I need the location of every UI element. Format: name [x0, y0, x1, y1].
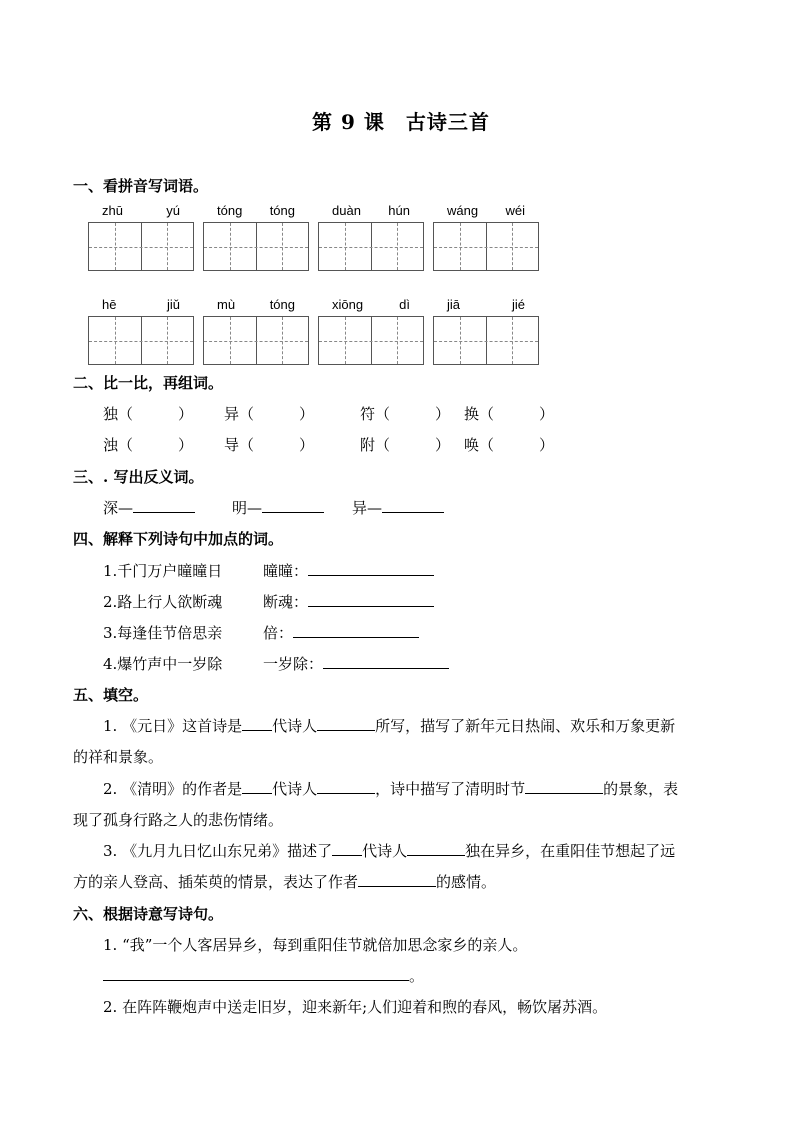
- word-explain: 一岁除：: [263, 653, 449, 674]
- writing-grid[interactable]: [433, 222, 539, 271]
- pinyin-text: tóng: [269, 203, 295, 218]
- section6-heading: 六、根据诗意写诗句。: [73, 905, 224, 923]
- fill-q1-line2: 的祥和景象。: [73, 748, 164, 766]
- answer-blank[interactable]: [293, 623, 419, 638]
- pinyin-text: dì: [399, 297, 410, 312]
- section3-heading: 三、. 写出反义词。: [73, 468, 204, 486]
- antonym-item: 明—: [232, 497, 324, 518]
- poem-write-answer: 。: [103, 965, 424, 986]
- pinyin-pair: [217, 297, 295, 312]
- answer-blank[interactable]: [358, 872, 436, 887]
- pinyin-text: wéi: [505, 203, 525, 218]
- pinyin-text: hún: [388, 203, 410, 218]
- answer-blank[interactable]: [308, 561, 434, 576]
- answer-blank[interactable]: [242, 716, 272, 731]
- section5-heading: 五、填空。: [73, 686, 149, 704]
- writing-grid[interactable]: [88, 316, 194, 365]
- pinyin-pair: [102, 297, 180, 312]
- pinyin-text: jié: [511, 297, 525, 312]
- writing-grid[interactable]: [203, 222, 309, 271]
- poem-line: 3.每逢佳节倍思亲: [103, 624, 223, 642]
- writing-grid[interactable]: [433, 316, 539, 365]
- pinyin-pair: [332, 203, 410, 218]
- compare-item: 唤（ ）: [464, 436, 555, 454]
- pinyin-pair: [102, 203, 180, 218]
- writing-grid[interactable]: [318, 316, 424, 365]
- pinyin-pair: [447, 297, 525, 312]
- antonym-item: 异—: [352, 497, 444, 518]
- pinyin-text: mù: [217, 297, 236, 312]
- fill-q2-line2: 现了孤身行路之人的悲伤情绪。: [73, 811, 284, 829]
- fill-q1-line1: 1. 《元日》这首诗是 代诗人 所写，描写了新年元日热闹、欢乐和万象更新: [103, 717, 676, 735]
- page-title: 第 9 课 古诗三首: [312, 110, 490, 134]
- fill-q2-line1: 2. 《清明》的作者是 代诗人 ，诗中描写了清明时节 的景象，表: [103, 780, 679, 798]
- word-explain: 断魂：: [263, 591, 434, 612]
- answer-blank[interactable]: [323, 654, 449, 669]
- compare-item: 符（ ）: [360, 405, 451, 423]
- compare-item: 换（ ）: [464, 405, 555, 423]
- compare-item: 浊（ ）: [103, 436, 194, 454]
- poem-write-q1: 1. “我”一个人客居异乡，每到重阳佳节就倍加思念家乡的亲人。: [103, 936, 528, 954]
- pinyin-text: hē: [102, 297, 117, 312]
- pinyin-pair: [447, 203, 525, 218]
- answer-blank[interactable]: [525, 779, 603, 794]
- answer-blank[interactable]: [242, 779, 272, 794]
- pinyin-pair: [332, 297, 410, 312]
- compare-item: 附（ ）: [360, 436, 451, 454]
- fill-q3-line2: 方的亲人登高、插茱萸的情景，表达了作者 的感情。: [73, 873, 497, 891]
- pinyin-pair: [217, 203, 295, 218]
- writing-grid[interactable]: [318, 222, 424, 271]
- pinyin-text: tóng: [269, 297, 295, 312]
- poem-write-q2: 2. 在阵阵鞭炮声中送走旧岁，迎来新年;人们迎着和煦的春风，畅饮屠苏酒。: [103, 998, 608, 1016]
- answer-blank[interactable]: [133, 498, 195, 513]
- word-explain: 倍：: [263, 622, 419, 643]
- answer-blank[interactable]: [262, 498, 324, 513]
- writing-grid[interactable]: [203, 316, 309, 365]
- poem-line: 1.千门万户曈曈日: [103, 562, 223, 580]
- pinyin-text: duàn: [332, 203, 361, 218]
- compare-item: 异（ ）: [224, 405, 315, 423]
- answer-blank[interactable]: [103, 966, 409, 981]
- writing-grid[interactable]: [88, 222, 194, 271]
- pinyin-text: yú: [166, 203, 180, 218]
- word-explain: 曈曈：: [263, 560, 434, 581]
- answer-blank[interactable]: [332, 841, 362, 856]
- answer-blank[interactable]: [308, 592, 434, 607]
- pinyin-text: zhū: [102, 203, 123, 218]
- fill-q3-line1: 3. 《九月九日忆山东兄弟》描述了 代诗人 独在异乡，在重阳佳节想起了远: [103, 842, 676, 860]
- answer-blank[interactable]: [317, 716, 375, 731]
- poem-line: 4.爆竹声中一岁除: [103, 655, 223, 673]
- pinyin-text: tóng: [217, 203, 243, 218]
- compare-item: 独（ ）: [103, 405, 194, 423]
- answer-blank[interactable]: [382, 498, 444, 513]
- pinyin-text: jiā: [447, 297, 461, 312]
- pinyin-text: wáng: [447, 203, 479, 218]
- section2-heading: 二、比一比，再组词。: [73, 374, 224, 392]
- pinyin-text: jiǔ: [166, 297, 180, 312]
- pinyin-text: xiōng: [332, 297, 364, 312]
- answer-blank[interactable]: [317, 779, 375, 794]
- compare-item: 导（ ）: [224, 436, 315, 454]
- poem-line: 2.路上行人欲断魂: [103, 593, 223, 611]
- section1-heading: 一、看拼音写词语。: [73, 177, 209, 195]
- section4-heading: 四、解释下列诗句中加点的词。: [73, 530, 284, 548]
- answer-blank[interactable]: [407, 841, 465, 856]
- antonym-item: 深—: [103, 497, 195, 518]
